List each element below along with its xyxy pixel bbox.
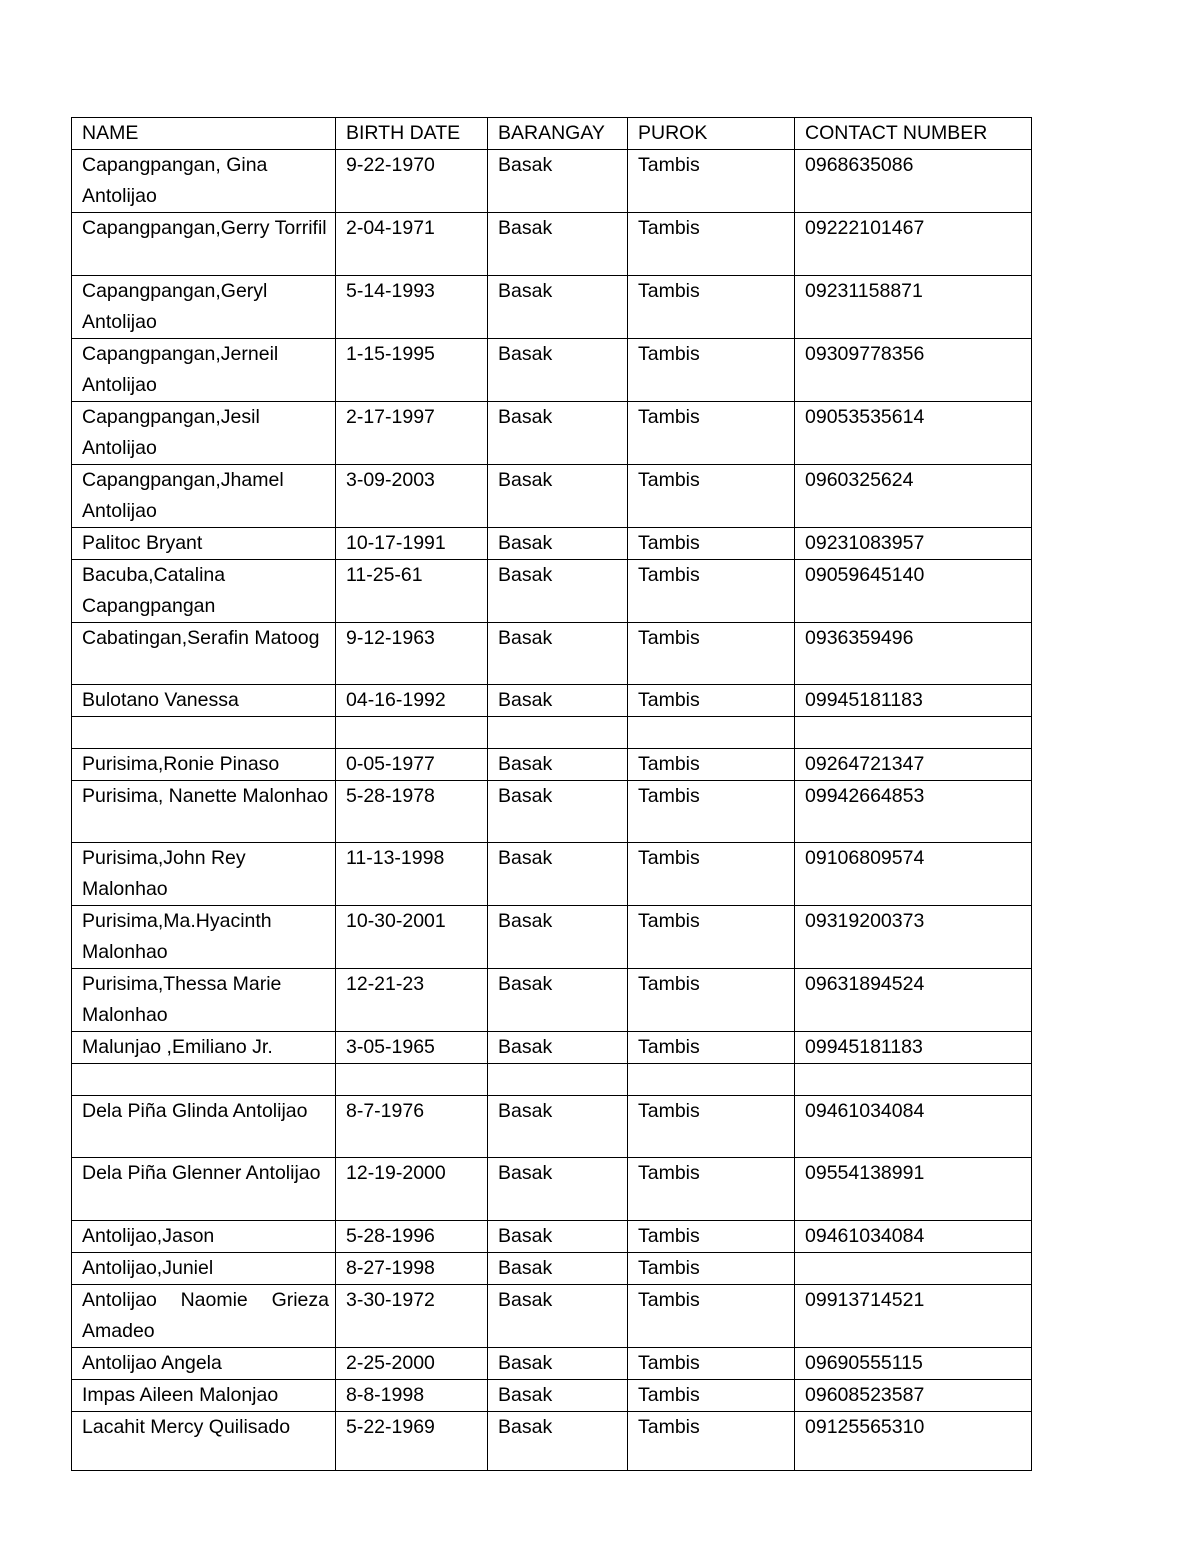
cell-birth-date: 10-17-1991 <box>336 527 488 559</box>
cell-purok: Tambis <box>628 1379 795 1411</box>
cell-purok: Tambis <box>628 843 795 906</box>
cell-barangay: Basak <box>488 843 628 906</box>
cell-contact-number: 09053535614 <box>795 401 1032 464</box>
cell-contact-number: 09231083957 <box>795 527 1032 559</box>
cell-contact-number: 09942664853 <box>795 780 1032 843</box>
cell-purok: Tambis <box>628 1347 795 1379</box>
cell-barangay: Basak <box>488 969 628 1032</box>
cell-purok <box>628 717 795 749</box>
cell-purok: Tambis <box>628 559 795 622</box>
column-header-name: NAME <box>72 118 336 150</box>
cell-barangay: Basak <box>488 275 628 338</box>
cell-contact-number: 09125565310 <box>795 1411 1032 1470</box>
table-row <box>72 622 1032 685</box>
cell-barangay: Basak <box>488 527 628 559</box>
cell-contact-number: 0936359496 <box>795 622 1032 685</box>
cell-purok: Tambis <box>628 150 795 213</box>
cell-birth-date: 11-13-1998 <box>336 843 488 906</box>
cell-barangay: Basak <box>488 780 628 843</box>
table-row <box>72 401 1032 464</box>
cell-purok: Tambis <box>628 685 795 717</box>
cell-name: Purisima,John Rey Malonhao <box>72 843 336 906</box>
cell-contact-number: 0968635086 <box>795 150 1032 213</box>
cell-purok: Tambis <box>628 906 795 969</box>
cell-purok: Tambis <box>628 622 795 685</box>
column-header-barangay: BARANGAY <box>488 118 628 150</box>
cell-name: Impas Aileen Malonjao <box>72 1379 336 1411</box>
cell-name: Antolijao,Juniel <box>72 1252 336 1284</box>
cell-birth-date: 8-8-1998 <box>336 1379 488 1411</box>
table-header-row <box>72 118 1032 150</box>
table-row <box>72 1252 1032 1284</box>
table-row <box>72 1284 1032 1347</box>
cell-name: Capangpangan,Geryl Antolijao <box>72 275 336 338</box>
cell-barangay: Basak <box>488 1095 628 1158</box>
cell-barangay: Basak <box>488 213 628 276</box>
cell-purok: Tambis <box>628 338 795 401</box>
cell-barangay: Basak <box>488 1379 628 1411</box>
table-row <box>72 559 1032 622</box>
cell-purok: Tambis <box>628 464 795 527</box>
cell-purok <box>628 1064 795 1096</box>
table-row <box>72 150 1032 213</box>
cell-contact-number <box>795 1252 1032 1284</box>
table-row <box>72 843 1032 906</box>
cell-barangay <box>488 717 628 749</box>
table-row <box>72 906 1032 969</box>
cell-name <box>72 1064 336 1096</box>
cell-barangay: Basak <box>488 150 628 213</box>
cell-birth-date: 5-22-1969 <box>336 1411 488 1470</box>
cell-contact-number: 09222101467 <box>795 213 1032 276</box>
cell-birth-date: 11-25-61 <box>336 559 488 622</box>
cell-contact-number: 09264721347 <box>795 748 1032 780</box>
cell-name: Purisima,Thessa Marie Malonhao <box>72 969 336 1032</box>
column-header-purok: PUROK <box>628 118 795 150</box>
table-row <box>72 1379 1032 1411</box>
cell-name: Capangpangan,Jerneil Antolijao <box>72 338 336 401</box>
cell-birth-date <box>336 1064 488 1096</box>
table-row-empty <box>72 717 1032 749</box>
table-row-empty <box>72 1064 1032 1096</box>
cell-contact-number <box>795 1064 1032 1096</box>
cell-birth-date: 8-27-1998 <box>336 1252 488 1284</box>
cell-contact-number: 09608523587 <box>795 1379 1032 1411</box>
cell-purok: Tambis <box>628 527 795 559</box>
table-row <box>72 969 1032 1032</box>
table-row <box>72 780 1032 843</box>
cell-name: Capangpangan,Jhamel Antolijao <box>72 464 336 527</box>
cell-purok: Tambis <box>628 748 795 780</box>
cell-name: Capangpangan,Gerry Torrifil <box>72 213 336 276</box>
cell-birth-date: 5-28-1996 <box>336 1220 488 1252</box>
cell-contact-number: 09945181183 <box>795 685 1032 717</box>
cell-contact-number <box>795 717 1032 749</box>
cell-birth-date: 9-22-1970 <box>336 150 488 213</box>
cell-barangay: Basak <box>488 1252 628 1284</box>
cell-barangay: Basak <box>488 559 628 622</box>
cell-purok: Tambis <box>628 1252 795 1284</box>
cell-birth-date: 8-7-1976 <box>336 1095 488 1158</box>
cell-name: Antolijao Naomie Grieza Amadeo <box>72 1284 336 1347</box>
cell-barangay: Basak <box>488 1032 628 1064</box>
cell-birth-date: 04-16-1992 <box>336 685 488 717</box>
cell-purok: Tambis <box>628 780 795 843</box>
cell-purok: Tambis <box>628 1284 795 1347</box>
table-row <box>72 1347 1032 1379</box>
column-header-birth-date: BIRTH DATE <box>336 118 488 150</box>
cell-name: Dela Piña Glinda Antolijao <box>72 1095 336 1158</box>
table-row <box>72 1411 1032 1470</box>
table-row <box>72 1220 1032 1252</box>
cell-name: Lacahit Mercy Quilisado <box>72 1411 336 1470</box>
cell-name: Palitoc Bryant <box>72 527 336 559</box>
cell-birth-date: 12-21-23 <box>336 969 488 1032</box>
cell-contact-number: 0960325624 <box>795 464 1032 527</box>
cell-name: Bacuba,Catalina Capangpangan <box>72 559 336 622</box>
cell-birth-date <box>336 717 488 749</box>
cell-purok: Tambis <box>628 1220 795 1252</box>
cell-birth-date: 5-28-1978 <box>336 780 488 843</box>
cell-contact-number: 09461034084 <box>795 1095 1032 1158</box>
cell-barangay: Basak <box>488 464 628 527</box>
table-row <box>72 748 1032 780</box>
cell-purok: Tambis <box>628 213 795 276</box>
cell-name: Antolijao Angela <box>72 1347 336 1379</box>
cell-barangay: Basak <box>488 338 628 401</box>
cell-barangay: Basak <box>488 685 628 717</box>
cell-barangay: Basak <box>488 1284 628 1347</box>
cell-name: Purisima,Ronie Pinaso <box>72 748 336 780</box>
cell-contact-number: 09690555115 <box>795 1347 1032 1379</box>
cell-name <box>72 717 336 749</box>
table-row <box>72 1158 1032 1221</box>
cell-purok: Tambis <box>628 1411 795 1470</box>
cell-birth-date: 12-19-2000 <box>336 1158 488 1221</box>
cell-contact-number: 09059645140 <box>795 559 1032 622</box>
cell-barangay: Basak <box>488 622 628 685</box>
cell-name: Capangpangan,Jesil Antolijao <box>72 401 336 464</box>
column-header-contact-number: CONTACT NUMBER <box>795 118 1032 150</box>
cell-contact-number: 09319200373 <box>795 906 1032 969</box>
cell-barangay: Basak <box>488 401 628 464</box>
cell-barangay: Basak <box>488 1411 628 1470</box>
table-row <box>72 1032 1032 1064</box>
cell-contact-number: 09309778356 <box>795 338 1032 401</box>
cell-purok: Tambis <box>628 1095 795 1158</box>
cell-name: Antolijao,Jason <box>72 1220 336 1252</box>
table-row <box>72 213 1032 276</box>
cell-barangay <box>488 1064 628 1096</box>
cell-contact-number: 09461034084 <box>795 1220 1032 1252</box>
cell-name: Capangpangan, Gina Antolijao <box>72 150 336 213</box>
cell-birth-date: 10-30-2001 <box>336 906 488 969</box>
table-row <box>72 338 1032 401</box>
table-row <box>72 464 1032 527</box>
cell-birth-date: 2-04-1971 <box>336 213 488 276</box>
cell-purok: Tambis <box>628 1032 795 1064</box>
cell-name: Cabatingan,Serafin Matoog <box>72 622 336 685</box>
cell-birth-date: 9-12-1963 <box>336 622 488 685</box>
cell-birth-date: 5-14-1993 <box>336 275 488 338</box>
table-row <box>72 685 1032 717</box>
cell-name: Purisima,Ma.Hyacinth Malonhao <box>72 906 336 969</box>
cell-purok: Tambis <box>628 969 795 1032</box>
cell-contact-number: 09554138991 <box>795 1158 1032 1221</box>
resident-table <box>71 117 1032 1471</box>
cell-name: Purisima, Nanette Malonhao <box>72 780 336 843</box>
cell-birth-date: 2-17-1997 <box>336 401 488 464</box>
cell-birth-date: 1-15-1995 <box>336 338 488 401</box>
cell-contact-number: 09231158871 <box>795 275 1032 338</box>
cell-purok: Tambis <box>628 275 795 338</box>
cell-barangay: Basak <box>488 906 628 969</box>
cell-barangay: Basak <box>488 1158 628 1221</box>
cell-name: Bulotano Vanessa <box>72 685 336 717</box>
cell-barangay: Basak <box>488 1220 628 1252</box>
table-row <box>72 275 1032 338</box>
cell-barangay: Basak <box>488 1347 628 1379</box>
cell-contact-number: 09945181183 <box>795 1032 1032 1064</box>
table-row <box>72 527 1032 559</box>
cell-birth-date: 0-05-1977 <box>336 748 488 780</box>
cell-contact-number: 09106809574 <box>795 843 1032 906</box>
cell-name: Dela Piña Glenner Antolijao <box>72 1158 336 1221</box>
cell-barangay: Basak <box>488 748 628 780</box>
cell-purok: Tambis <box>628 401 795 464</box>
cell-birth-date: 3-30-1972 <box>336 1284 488 1347</box>
table-row <box>72 1095 1032 1158</box>
cell-birth-date: 3-05-1965 <box>336 1032 488 1064</box>
cell-contact-number: 09913714521 <box>795 1284 1032 1347</box>
cell-name: Malunjao ,Emiliano Jr. <box>72 1032 336 1064</box>
cell-contact-number: 09631894524 <box>795 969 1032 1032</box>
cell-birth-date: 2-25-2000 <box>336 1347 488 1379</box>
cell-birth-date: 3-09-2003 <box>336 464 488 527</box>
cell-purok: Tambis <box>628 1158 795 1221</box>
